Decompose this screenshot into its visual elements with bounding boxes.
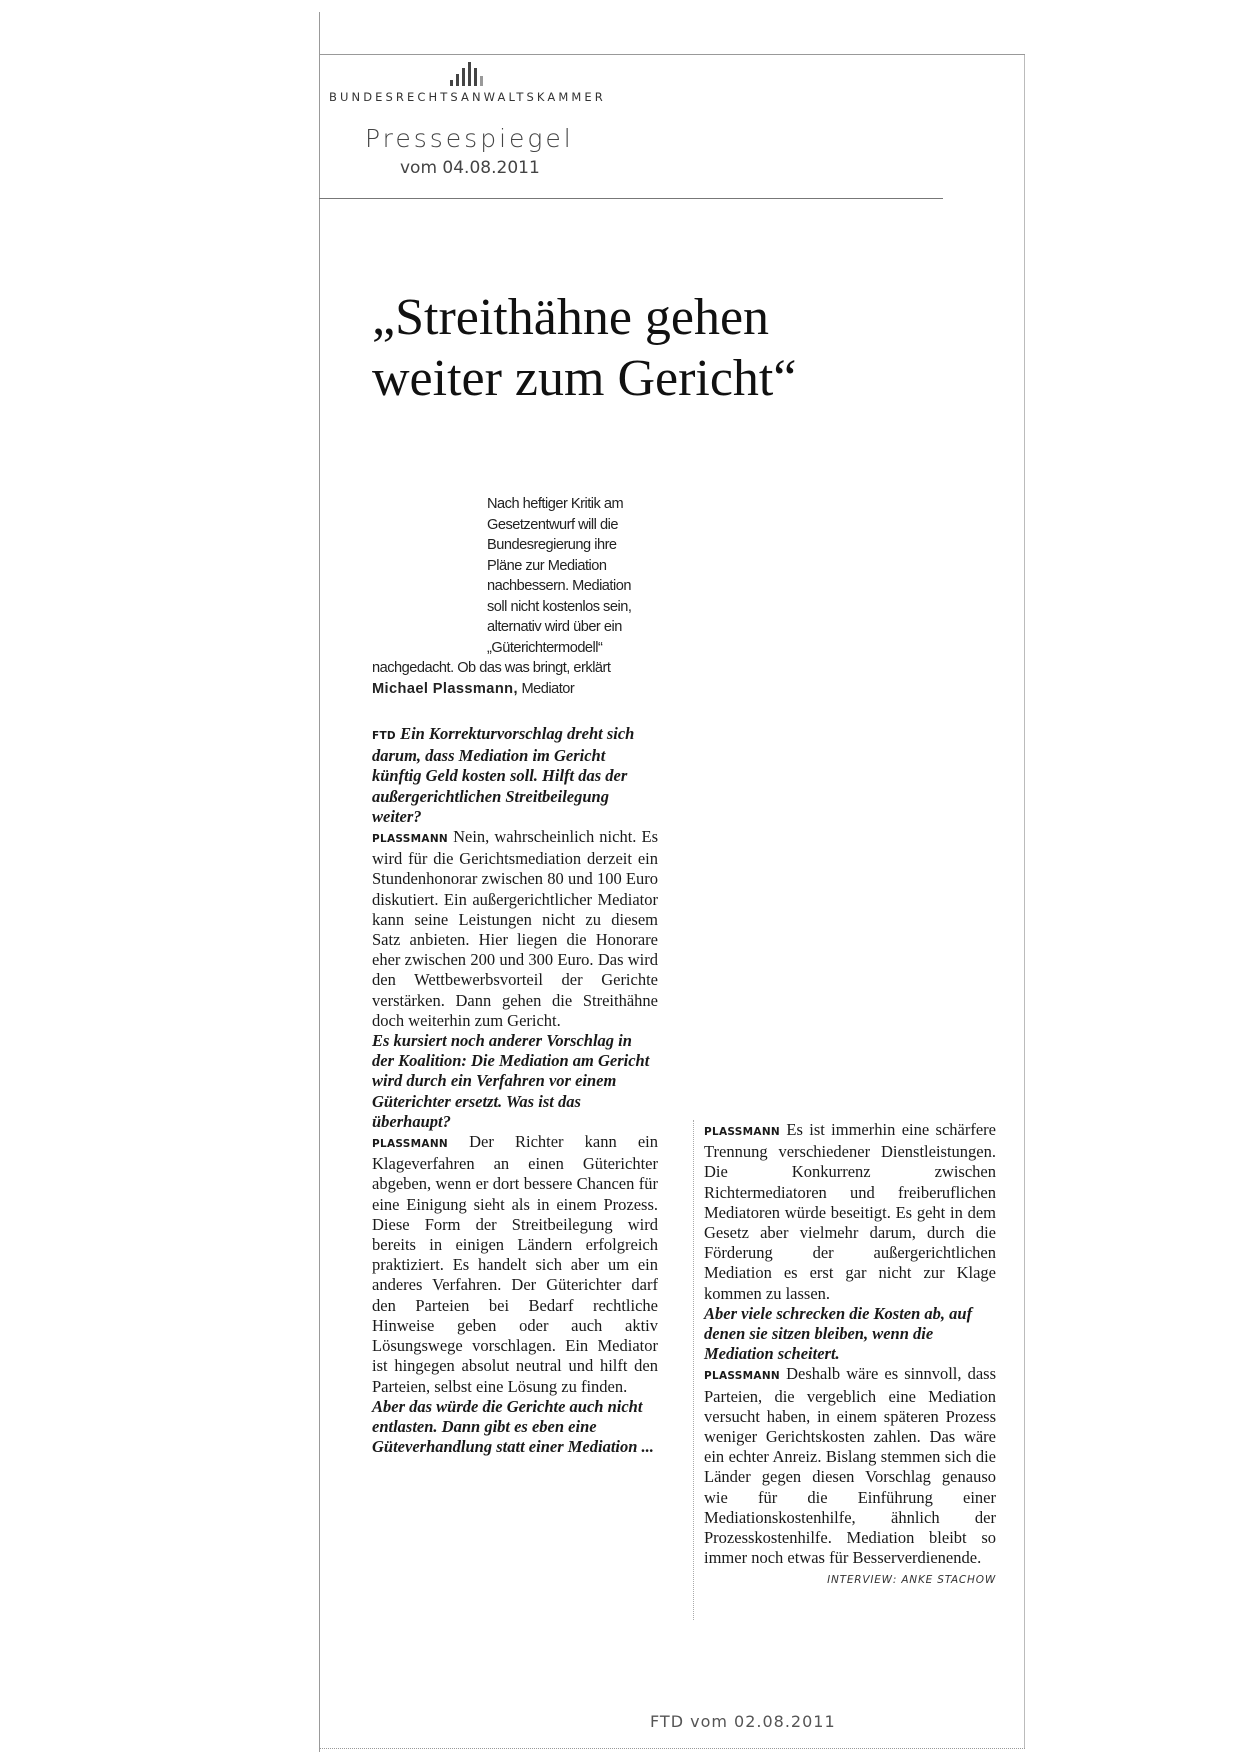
answer-4: PLASSMANN Deshalb wäre es sinnvoll, dass Parteien, die vergeblich eine Mediation versucht haben, in einem späteren Prozess weniger Gerichtskosten zahlen. Das wäre ein echter Anreiz. Bislang stemmen sich die Länder gegen diesen Vorschlag genauso wie für die Einführung einer Mediationskostenhilfe, ähnlich der Prozesskostenhilfe. Mediation bleibt so immer noch etwas für Besserverdienende.: [704, 1364, 996, 1568]
document-title: Pressespiegel: [365, 124, 574, 153]
teaser-line: „Güterichtermodell“: [487, 639, 603, 656]
question-1: FTD Ein Korrekturvorschlag dreht sich darum, dass Mediation im Gericht künftig Geld kosten soll. Hilft das der außergerichtlichen Streitbeilegung weiter?: [372, 724, 635, 826]
answer-1: PLASSMANN Nein, wahrscheinlich nicht. Es wird für die Gerichtsmediation derzeit ein Stundenhonorar zwischen 80 und 100 Euro diskutiert. Ein außergerichtlicher Mediator kann seine Leistungen nicht zu diesem Satz anbieten. Hier liegen die Honorare eher zwischen 200 und 300 Euro. Das wird den Wettbewerbsvorteil der Gerichte verstärken. Dann gehen die Streithähne doch weiterhin zum Gericht.: [372, 827, 658, 1030]
answer-2: PLASSMANN Der Richter kann ein Klageverfahren an einen Güterichter abgeben, wenn er dort bessere Chancen für eine Einigung sieht als in einem Prozess. Diese Form der Streitbeilegung wird bereits in einigen Ländern erfolgreich praktiziert. Es handelt sich aber um ein anderes Verfahren. Der Güterichter darf den Parteien bei Bedarf rechtliche Hinweise geben oder auch aktiv Lösungswege vorschlagen. Ein Mediator ist hingegen absolut neutral und hilft den Parteien, selbst eine Lösung zu finden.: [372, 1132, 658, 1396]
teaser-line: nachbessern. Mediation: [487, 578, 631, 594]
frame-left-border: [319, 12, 320, 1752]
article-column-right: [704, 1120, 996, 1591]
question-2: Es kursiert noch anderer Vorschlag in der Koalition: Die Mediation am Gericht wird durch ein Verfahren vor einem Güterichter ersetzt. Was ist das überhaupt?: [372, 1031, 650, 1131]
frame-bottom-border: [319, 1748, 1025, 1749]
question-3: Aber das würde die Gerichte auch nicht entlasten. Dann gibt es eben eine Güteverhandlung statt einer Mediation ...: [372, 1396, 654, 1457]
speaker-label: PLASSMANN: [372, 1138, 449, 1151]
document-date: vom 04.08.2011: [400, 158, 540, 178]
column-divider: [693, 1120, 694, 1620]
org-name: BUNDESRECHTSANWALTSKAMMER: [329, 90, 606, 104]
teaser-line: Gesetzentwurf will die: [487, 516, 618, 533]
ftd-marker: FTD: [372, 730, 396, 742]
speaker-label: PLASSMANN: [704, 1126, 781, 1138]
teaser-line: soll nicht kostenlos sein,: [487, 598, 632, 615]
teaser-tail: nachgedacht. Ob das was bringt, erklärt: [372, 660, 611, 676]
article-teaser: [372, 494, 672, 699]
article-headline: „Streithähne gehen weiter zum Gericht“: [372, 289, 797, 407]
teaser-line: Pläne zur Mediation: [487, 557, 607, 574]
teaser-line: alternativ wird über ein: [487, 619, 622, 635]
frame-right-border: [1024, 54, 1025, 1749]
teaser-line: Nach heftiger Kritik am: [487, 496, 624, 512]
frame-top-border: [319, 54, 1025, 55]
header-divider: [319, 198, 943, 199]
speaker-label: PLASSMANN: [704, 1370, 781, 1383]
interview-credit: INTERVIEW: ANKE STACHOW: [827, 1574, 996, 1587]
teaser-line: Bundesregierung ihre: [487, 537, 617, 553]
question-4: Aber viele schrecken die Kosten ab, auf denen sie sitzen bleiben, wenn die Mediation scheitert.: [704, 1303, 973, 1364]
speaker-label: PLASSMANN: [372, 833, 449, 846]
article-column-left: [372, 724, 658, 1457]
source-note: FTD vom 02.08.2011: [650, 1712, 836, 1731]
interviewee-name: Michael Plassmann,: [372, 680, 518, 697]
interviewee-role: Mediator: [517, 680, 575, 697]
answer-3: PLASSMANN Es ist immerhin eine schärfere Trennung verschiedener Dienstleistungen. Die Konkurrenz zwischen Richtermediatoren und freiberuflichen Mediatoren würde beseitigt. Es geht in dem Gesetz aber vielmehr darum, durch die Förderung der außergerichtlichen Mediation es erst gar nicht zur Klage kommen zu lassen.: [704, 1120, 996, 1303]
